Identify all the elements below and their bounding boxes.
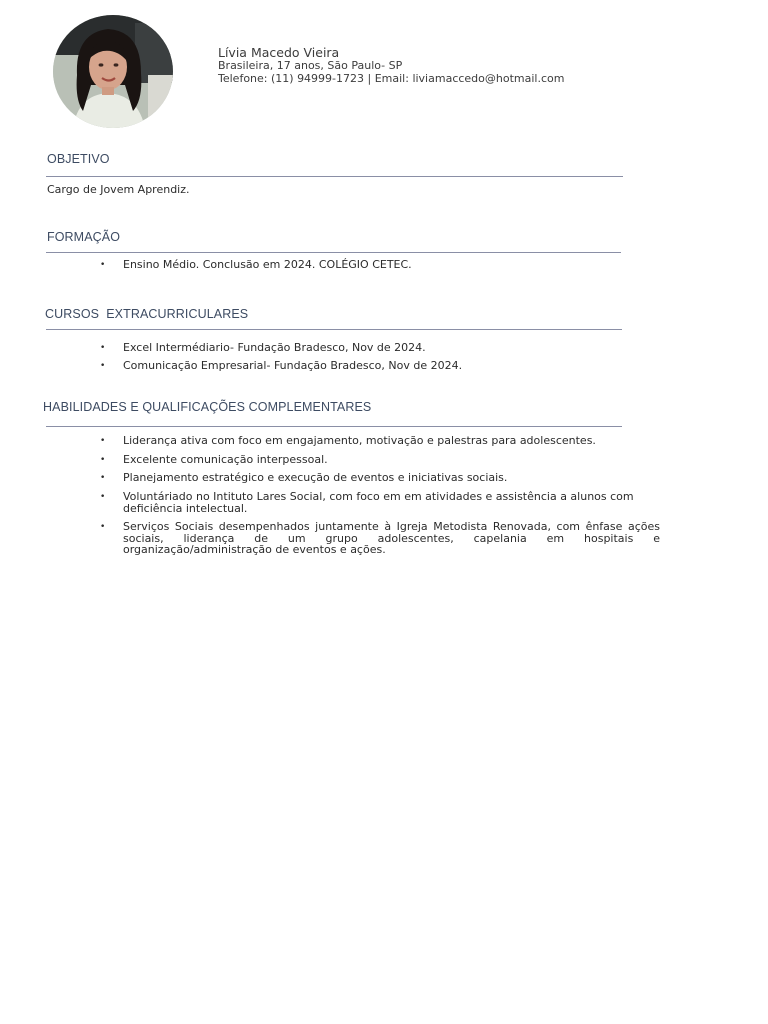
section-divider (46, 426, 622, 427)
section-divider (46, 176, 623, 177)
list-item-text: Planejamento estratégico e execução de eventos e iniciativas sociais. (123, 471, 508, 484)
habilidades-list (100, 435, 660, 556)
section-title-habilidades: HABILIDADES E QUALIFICAÇÕES COMPLEMENTARES (43, 400, 372, 414)
bullet-icon: • (100, 454, 106, 465)
bullet-icon: • (100, 343, 106, 353)
profile-photo (53, 15, 173, 128)
contact-info: Telefone: (11) 94999-1723 | Email: liviamaccedo@hotmail.com (218, 71, 565, 85)
bullet-icon: • (100, 473, 106, 483)
list-item (100, 491, 660, 515)
list-item (100, 521, 660, 556)
list-item (100, 472, 660, 484)
list-item-text: Liderança ativa com foco em engajamento, motivação e palestras para adolescentes. (123, 434, 596, 447)
list-item-text: Ensino Médio. Conclusão em 2024. COLÉGIO CETEC. (123, 258, 412, 271)
list-item (100, 259, 640, 271)
formacao-list (100, 259, 640, 271)
bullet-icon: • (100, 260, 106, 270)
candidate-name: Lívia Macedo Vieira (218, 45, 340, 60)
list-item (100, 342, 640, 354)
personal-info: Brasileira, 17 anos, São Paulo- SP (218, 59, 403, 72)
section-title-objetivo: OBJETIVO (47, 152, 110, 166)
bullet-icon: • (100, 491, 106, 502)
cursos-list (100, 342, 640, 372)
list-item-text: Serviços Sociais desempenhados juntamente à Igreja Metodista Renovada, com ênfase ações sociais, liderança de um grupo adolescentes, capelania em hospitais e organização/administração de eventos e ações. (123, 520, 660, 556)
profile-photo-image (53, 15, 173, 128)
contact-header (218, 45, 564, 85)
bullet-icon: • (100, 436, 106, 446)
list-item-text: Comunicação Empresarial- Fundação Bradesco, Nov de 2024. (123, 359, 463, 372)
bullet-icon: • (100, 522, 106, 532)
section-divider (46, 329, 622, 330)
list-item-text: Voluntáriado no Intituto Lares Social, com foco em em atividades e assistência a alunos com deficiência intelectual. (123, 489, 634, 515)
list-item-text: Excelente comunicação interpessoal. (123, 452, 328, 466)
list-item (100, 454, 660, 466)
list-item (100, 360, 640, 372)
section-divider (46, 252, 621, 253)
bullet-icon: • (100, 361, 106, 371)
section-title-formacao: FORMAÇÃO (47, 230, 121, 244)
section-title-cursos: CURSOS EXTRACURRICULARES (45, 307, 249, 321)
objetivo-text: Cargo de Jovem Aprendiz. (47, 183, 190, 196)
list-item (100, 435, 660, 447)
list-item-text: Excel Intermédiario- Fundação Bradesco, Nov de 2024. (123, 341, 426, 354)
